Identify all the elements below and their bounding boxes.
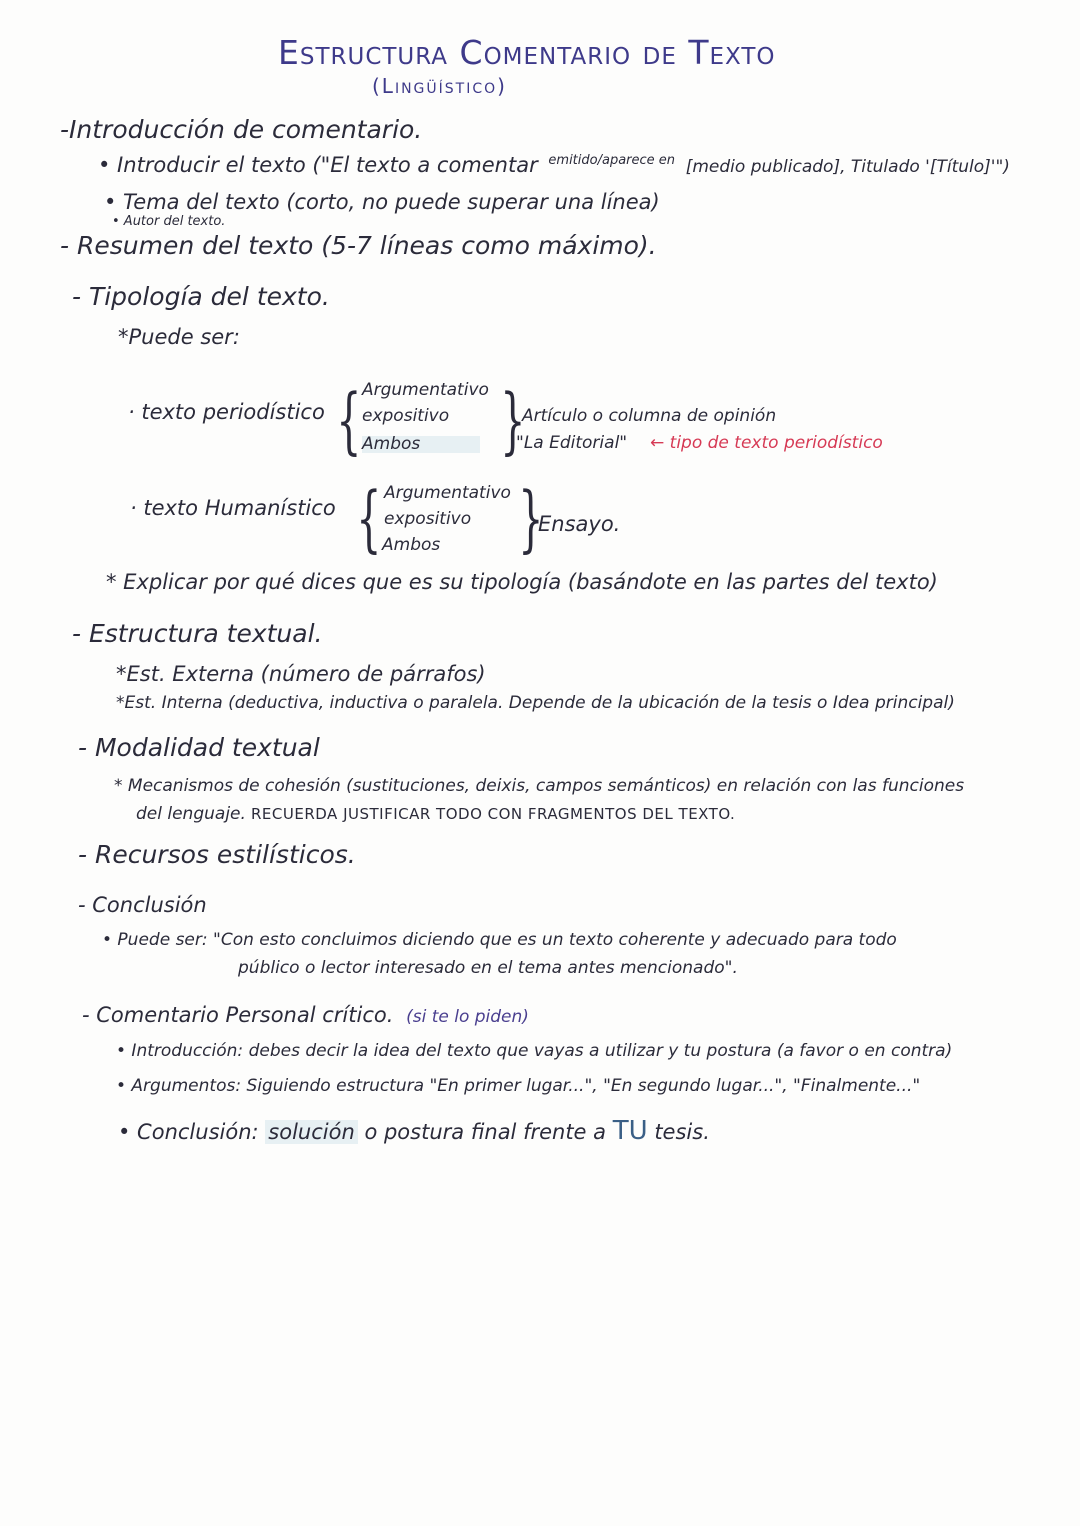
tipologia-humanistico-label: · texto Humanístico <box>130 496 336 520</box>
page-subtitle: (Lingüístico) <box>372 74 507 98</box>
comentario-personal-note: (si te lo piden) <box>406 1007 529 1027</box>
conclusion-puede-ser: • Puede ser: "Con esto concluimos diciendo que es un texto coherente y adecuado para todo <box>102 930 897 950</box>
modalidad-mecanismos: * Mecanismos de cohesión (sustituciones, deixis, campos semánticos) en relación con las funciones <box>114 776 965 796</box>
periodistico-result-articulo: Artículo o columna de opinión <box>522 406 777 426</box>
intro-bullet-autor: • Autor del texto. <box>112 214 226 229</box>
periodistico-option-ambos: Ambos <box>362 436 480 453</box>
periodistico-option-argumentativo: Argumentativo <box>362 380 489 400</box>
personal-conclusion-label: • Conclusión: <box>118 1120 259 1144</box>
humanistico-option-argumentativo: Argumentativo <box>384 483 511 503</box>
estructura-interna: *Est. Interna (deductiva, inductiva o paralela. Depende de la ubicación de la tesis o Idea principal) <box>116 693 955 713</box>
humanistico-option-expositivo: expositivo <box>384 509 472 529</box>
section-estructura-heading: - Estructura textual. <box>72 619 323 648</box>
tipologia-periodistico-label: · texto periodístico <box>128 400 325 424</box>
section-resumen-heading: - Resumen del texto (5-7 líneas como máximo). <box>60 231 657 260</box>
left-brace: { <box>356 476 382 560</box>
conclusion-publico: público o lector interesado en el tema antes mencionado". <box>238 958 738 978</box>
right-brace: } <box>518 476 544 560</box>
tipologia-explicar: * Explicar por qué dices que es su tipología (basándote en las partes del texto) <box>106 570 938 594</box>
section-comentario-personal-heading <box>82 1005 529 1026</box>
personal-conclusion-tesis: tesis. <box>654 1120 710 1144</box>
personal-conclusion-postura: o postura final frente a <box>364 1120 607 1144</box>
section-introduccion-heading: -Introducción de comentario. <box>60 115 423 144</box>
left-brace: { <box>336 378 362 462</box>
intro-bullet-introducir-text: • Introducir el texto ("El texto a comentar <box>98 153 538 177</box>
section-tipologia-heading: - Tipología del texto. <box>72 282 330 311</box>
personal-argumentos: • Argumentos: Siguiendo estructura "En primer lugar...", "En segundo lugar...", "Finalmente..." <box>116 1076 921 1096</box>
page-title: Estructura Comentario de Texto <box>278 33 776 72</box>
humanistico-option-ambos: Ambos <box>382 535 441 555</box>
personal-introduccion: • Introducción: debes decir la idea del texto que vayas a utilizar y tu postura (a favor o en contra) <box>116 1041 953 1061</box>
intro-bullet-introducir-suffix: [medio publicado], Titulado '[Título]'") <box>685 157 1010 177</box>
comentario-personal-heading-text: - Comentario Personal crítico. <box>82 1003 394 1027</box>
intro-bullet-tema: • Tema del texto (corto, no puede superar una línea) <box>104 190 660 214</box>
intro-bullet-introducir <box>98 155 1010 176</box>
periodistico-result-editorial: "La Editorial" <box>516 433 628 453</box>
periodistico-note: ← tipo de texto periodístico <box>650 433 883 453</box>
tipologia-puede-ser: *Puede ser: <box>118 325 240 349</box>
section-modalidad-heading: - Modalidad textual <box>78 733 320 762</box>
right-brace: } <box>500 378 526 462</box>
modalidad-recuerda: RECUERDA JUSTIFICAR TODO CON FRAGMENTOS DEL TEXTO. <box>251 805 736 823</box>
estructura-externa: *Est. Externa (número de párrafos) <box>116 662 486 686</box>
periodistico-option-expositivo: expositivo <box>362 406 450 426</box>
personal-conclusion-solucion: solución <box>265 1120 357 1144</box>
modalidad-lenguaje: del lenguaje. <box>136 804 246 824</box>
personal-conclusion-tu: TU <box>612 1116 648 1146</box>
intro-bullet-introducir-small: emitido/aparece en <box>548 153 676 168</box>
section-conclusion-heading: - Conclusión <box>78 893 207 917</box>
section-recursos-heading: - Recursos estilísticos. <box>78 840 356 869</box>
personal-conclusion <box>118 1118 710 1144</box>
humanistico-result-ensayo: Ensayo. <box>538 512 621 536</box>
modalidad-line2 <box>136 806 735 823</box>
